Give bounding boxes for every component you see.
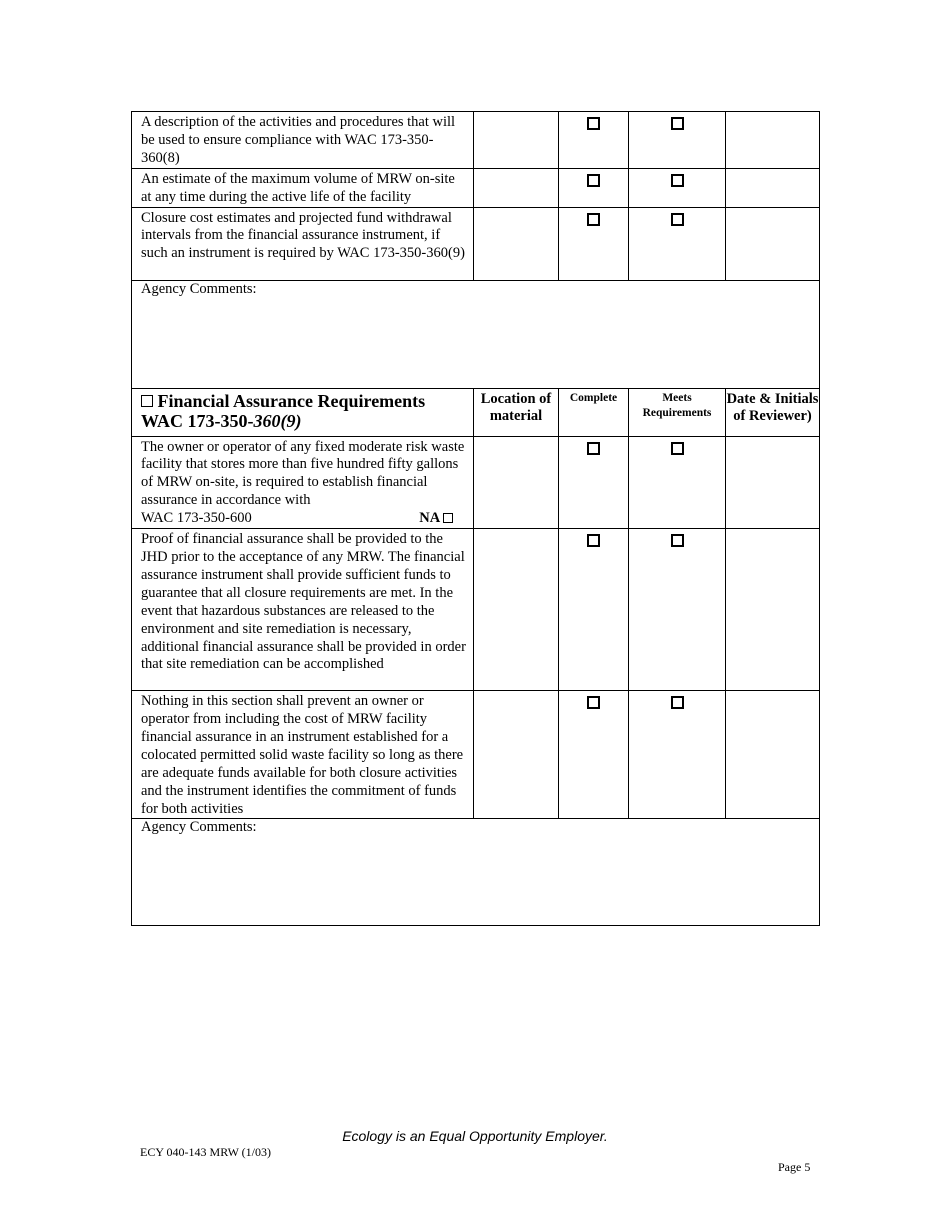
table-row bbox=[132, 436, 820, 529]
table-row bbox=[132, 112, 820, 169]
agency-comments-row bbox=[132, 280, 820, 388]
section-code-prefix: WAC 173-350- bbox=[141, 410, 254, 431]
location-cell[interactable] bbox=[474, 691, 559, 819]
meets-requirements-checkbox[interactable] bbox=[671, 117, 684, 130]
section-header-row bbox=[132, 388, 820, 436]
checklist-table bbox=[131, 111, 820, 926]
complete-checkbox[interactable] bbox=[587, 117, 600, 130]
header-date-initials: Date & Initials of Reviewer) bbox=[726, 388, 820, 436]
header-complete: Complete bbox=[559, 388, 629, 436]
requirement-text: Nothing in this section shall prevent an owner or operator from including the cost of MRW facility financial assurance in an instrument established for a colocated permitted solid waste facility so long as there are adequate funds available for both closure activities and the instrument identifies the commitment of funds for both activities bbox=[132, 691, 474, 819]
location-cell[interactable] bbox=[474, 436, 559, 529]
complete-checkbox[interactable] bbox=[587, 534, 600, 547]
reviewer-cell[interactable] bbox=[726, 691, 820, 819]
requirement-cell bbox=[132, 436, 474, 529]
section-checkbox[interactable] bbox=[141, 395, 153, 407]
table-row bbox=[132, 529, 820, 691]
meets-requirements-checkbox[interactable] bbox=[671, 442, 684, 455]
location-cell[interactable] bbox=[474, 207, 559, 280]
agency-comments-label: Agency Comments: bbox=[141, 819, 257, 836]
requirement-text: A description of the activities and procedures that will be used to ensure compliance with WAC 173-350-360(8) bbox=[132, 112, 474, 169]
agency-comments-label: Agency Comments: bbox=[141, 280, 257, 297]
footer-form-id: ECY 040-143 MRW (1/03) bbox=[140, 1145, 271, 1159]
reviewer-cell[interactable] bbox=[726, 529, 820, 691]
meets-requirements-checkbox[interactable] bbox=[671, 174, 684, 187]
requirement-text: Proof of financial assurance shall be provided to the JHD prior to the acceptance of any MRW. The financial assurance instrument shall provide sufficient funds to guarantee that all closure requirements are met. In the event that hazardous substances are released to the environment and site remediation is necessary, additional financial assurance shall be provided in order that site remediation can be accomplished bbox=[132, 529, 474, 691]
requirement-text: An estimate of the maximum volume of MRW on-site at any time during the active life of the facility bbox=[132, 168, 474, 207]
section-title: Financial Assurance Requirements bbox=[157, 390, 426, 411]
table-row bbox=[132, 207, 820, 280]
requirement-ref: WAC 173-350-600 bbox=[141, 510, 252, 527]
meets-requirements-checkbox[interactable] bbox=[671, 696, 684, 709]
agency-comments-field[interactable] bbox=[132, 280, 820, 388]
location-cell[interactable] bbox=[474, 168, 559, 207]
reviewer-cell[interactable] bbox=[726, 207, 820, 280]
reviewer-cell[interactable] bbox=[726, 112, 820, 169]
footer-page-number: Page 5 bbox=[778, 1160, 811, 1174]
agency-comments-field[interactable] bbox=[132, 819, 820, 926]
na-checkbox[interactable] bbox=[443, 513, 453, 523]
location-cell[interactable] bbox=[474, 112, 559, 169]
requirement-text: Closure cost estimates and projected fund withdrawal intervals from the financial assurance instrument, if such an instrument is required by WAC 173-350-360(9) bbox=[132, 207, 474, 280]
section-code-suffix: 360(9) bbox=[253, 410, 302, 431]
complete-checkbox[interactable] bbox=[587, 213, 600, 226]
footer-equal-opportunity: Ecology is an Equal Opportunity Employer. bbox=[342, 1128, 608, 1144]
complete-checkbox[interactable] bbox=[587, 174, 600, 187]
complete-checkbox[interactable] bbox=[587, 696, 600, 709]
na-label: NA bbox=[419, 510, 440, 527]
reviewer-cell[interactable] bbox=[726, 436, 820, 529]
location-cell[interactable] bbox=[474, 529, 559, 691]
complete-checkbox[interactable] bbox=[587, 442, 600, 455]
requirement-text: The owner or operator of any fixed moderate risk waste facility that stores more than five hundred fifty gallons of MRW on-site, is required to establish financial assurance in accordance with bbox=[141, 438, 465, 509]
table-row bbox=[132, 168, 820, 207]
reviewer-cell[interactable] bbox=[726, 168, 820, 207]
agency-comments-row bbox=[132, 819, 820, 926]
section-title-cell bbox=[132, 388, 474, 436]
header-meets-requirements: Meets Requirements bbox=[629, 388, 726, 436]
meets-requirements-checkbox[interactable] bbox=[671, 213, 684, 226]
meets-requirements-checkbox[interactable] bbox=[671, 534, 684, 547]
header-location: Location of material bbox=[474, 388, 559, 436]
table-row bbox=[132, 691, 820, 819]
